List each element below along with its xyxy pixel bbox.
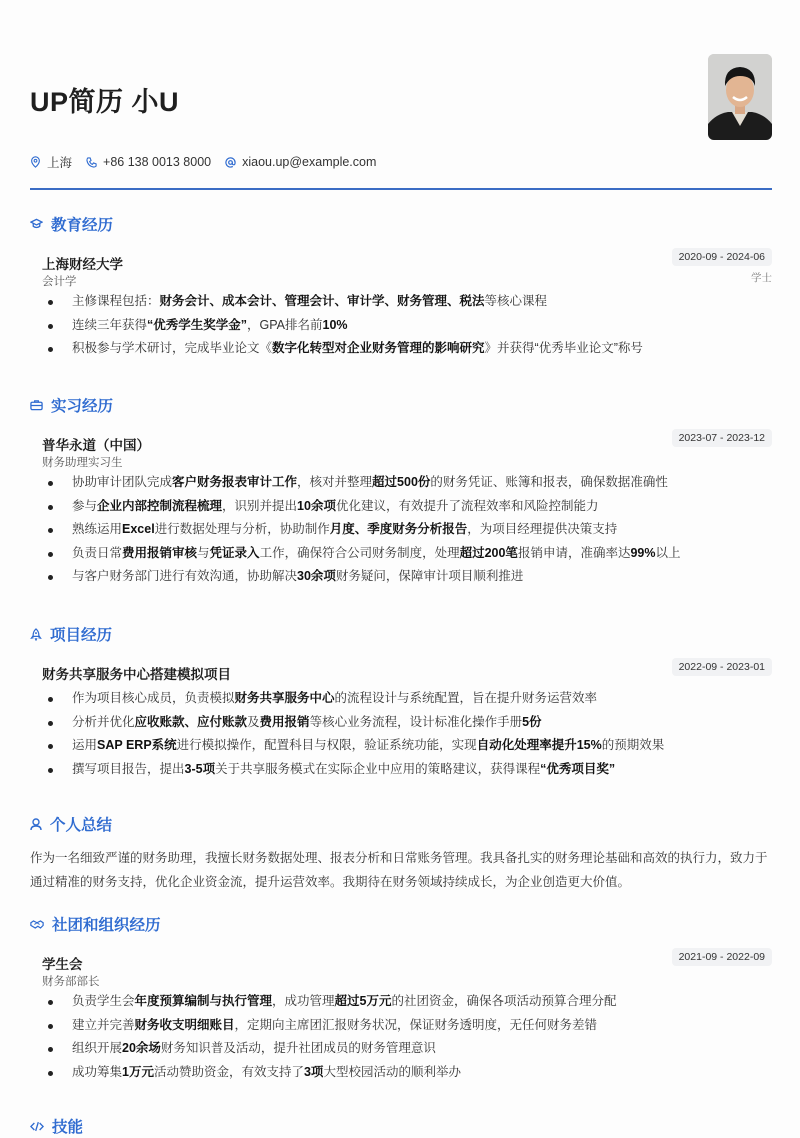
organization-item [42,951,772,1084]
at-sign-icon [225,157,236,168]
date-badge: 2022-09 - 2023-01 [672,658,772,676]
company-name: 普华永道（中国） [42,438,150,453]
school-name: 上海财经大学 [42,257,123,272]
bullet-item: 连续三年获得“优秀学生奖学金”，GPA排名前10% [42,314,772,338]
header-divider [30,188,772,190]
bullet-item: 组织开展20余场财务知识普及活动，提升社团成员的财务管理意识 [42,1037,772,1061]
bullet-list [42,471,772,589]
date-badge: 2023-07 - 2023-12 [672,429,772,447]
candidate-name: UP简历 小U [30,87,180,117]
bullet-item: 负责学生会年度预算编制与执行管理，成功管理超过5万元的社团资金，确保各项活动预算合理分配 [42,990,772,1014]
summary-text: 作为一名细致严谨的财务助理，我擅长财务数据处理、报表分析和日常账务管理。我具备扎实的财务理论基础和高效的执行力，致力于通过精准的财务支持，优化企业资金流，提升运营效率。我期待在财务领域持续成长，为企业创造更大价值。 [30,851,768,889]
bullet-item: 协助审计团队完成客户财务报表审计工作，核对并整理超过500份的财务凭证、账簿和报表，确保数据准确性 [42,471,772,495]
bullet-item: 熟练运用Excel进行数据处理与分析，协助制作月度、季度财务分析报告，为项目经理提供决策支持 [42,518,772,542]
bullet-item: 分析并优化应收账款、应付账款及费用报销等核心业务流程，设计标准化操作手册5份 [42,711,772,735]
project-name: 财务共享服务中心搭建模拟项目 [42,667,231,682]
location-pin-icon [30,156,41,168]
profile-photo [708,54,772,140]
handshake-icon [30,919,44,930]
phone-text: +86 138 0013 8000 [103,155,212,169]
education-item [42,251,772,361]
date-badge: 2020-09 - 2024-06 [672,248,772,266]
section-title: 教育经历 [30,212,772,236]
contact-email [225,155,376,169]
resume-header [30,0,772,190]
rocket-icon [30,628,42,641]
user-icon [30,818,42,831]
bullet-item: 积极参与学术研讨，完成毕业论文《数字化转型对企业财务管理的影响研究》并获得“优秀毕业论文”称号 [42,337,772,361]
phone-icon [86,157,97,168]
degree: 学士 [751,272,772,284]
location-text: 上海 [47,156,73,170]
bullet-item: 作为项目核心成员，负责模拟财务共享服务中心的流程设计与系统配置，旨在提升财务运营效率 [42,687,772,711]
organization-role: 财务部部长 [42,976,100,988]
bullet-list [42,990,772,1084]
section-title: 个人总结 [30,812,772,836]
bullet-item: 负责日常费用报销审核与凭证录入工作，确保符合公司财务制度，处理超过200笔报销申请，准确率达99%以上 [42,542,772,566]
email-text[interactable]: xiaou.up@example.com [242,155,377,169]
contact-phone [86,155,211,169]
bullet-list [42,687,772,781]
section-project [30,622,772,781]
bullet-item: 与客户财务部门进行有效沟通，协助解决30余项财务疑问，保障审计项目顺利推进 [42,565,772,589]
briefcase-icon [30,399,43,411]
bullet-item: 撰写项目报告，提出3-5项关于共享服务模式在实际企业中应用的策略建议，获得课程“优秀项目奖” [42,758,772,782]
bullet-item: 建立并完善财务收支明细账目，定期向主席团汇报财务状况，保证财务透明度，无任何财务差错 [42,1014,772,1038]
bullet-item: 运用SAP ERP系统进行模拟操作，配置科目与权限，验证系统功能，实现自动化处理率提升15%的预期效果 [42,734,772,758]
organization-name: 学生会 [42,957,83,972]
bullet-item: 参与企业内部控制流程梳理，识别并提出10余项优化建议，有效提升了流程效率和风险控制能力 [42,495,772,519]
section-skills [30,1114,772,1138]
major: 会计学 [42,276,77,288]
contact-location [30,153,72,171]
section-organization [30,912,772,1084]
bullet-list [42,290,772,361]
section-internship [30,393,772,589]
section-title: 社团和组织经历 [30,912,772,936]
project-item [42,661,772,781]
section-summary [30,812,772,894]
section-education [30,212,772,361]
contact-bar [30,153,390,171]
section-title: 实习经历 [30,393,772,417]
internship-item [42,432,772,589]
bullet-item: 成功筹集1万元活动赞助资金，有效支持了3项大型校园活动的顺利举办 [42,1061,772,1085]
section-title: 技能 [30,1114,772,1138]
job-title: 财务助理实习生 [42,457,123,469]
bullet-item: 主修课程包括：财务会计、成本会计、管理会计、审计学、财务管理、税法等核心课程 [42,290,772,314]
section-title: 项目经历 [30,622,772,646]
date-badge: 2021-09 - 2022-09 [672,948,772,966]
graduation-cap-icon [30,218,43,230]
